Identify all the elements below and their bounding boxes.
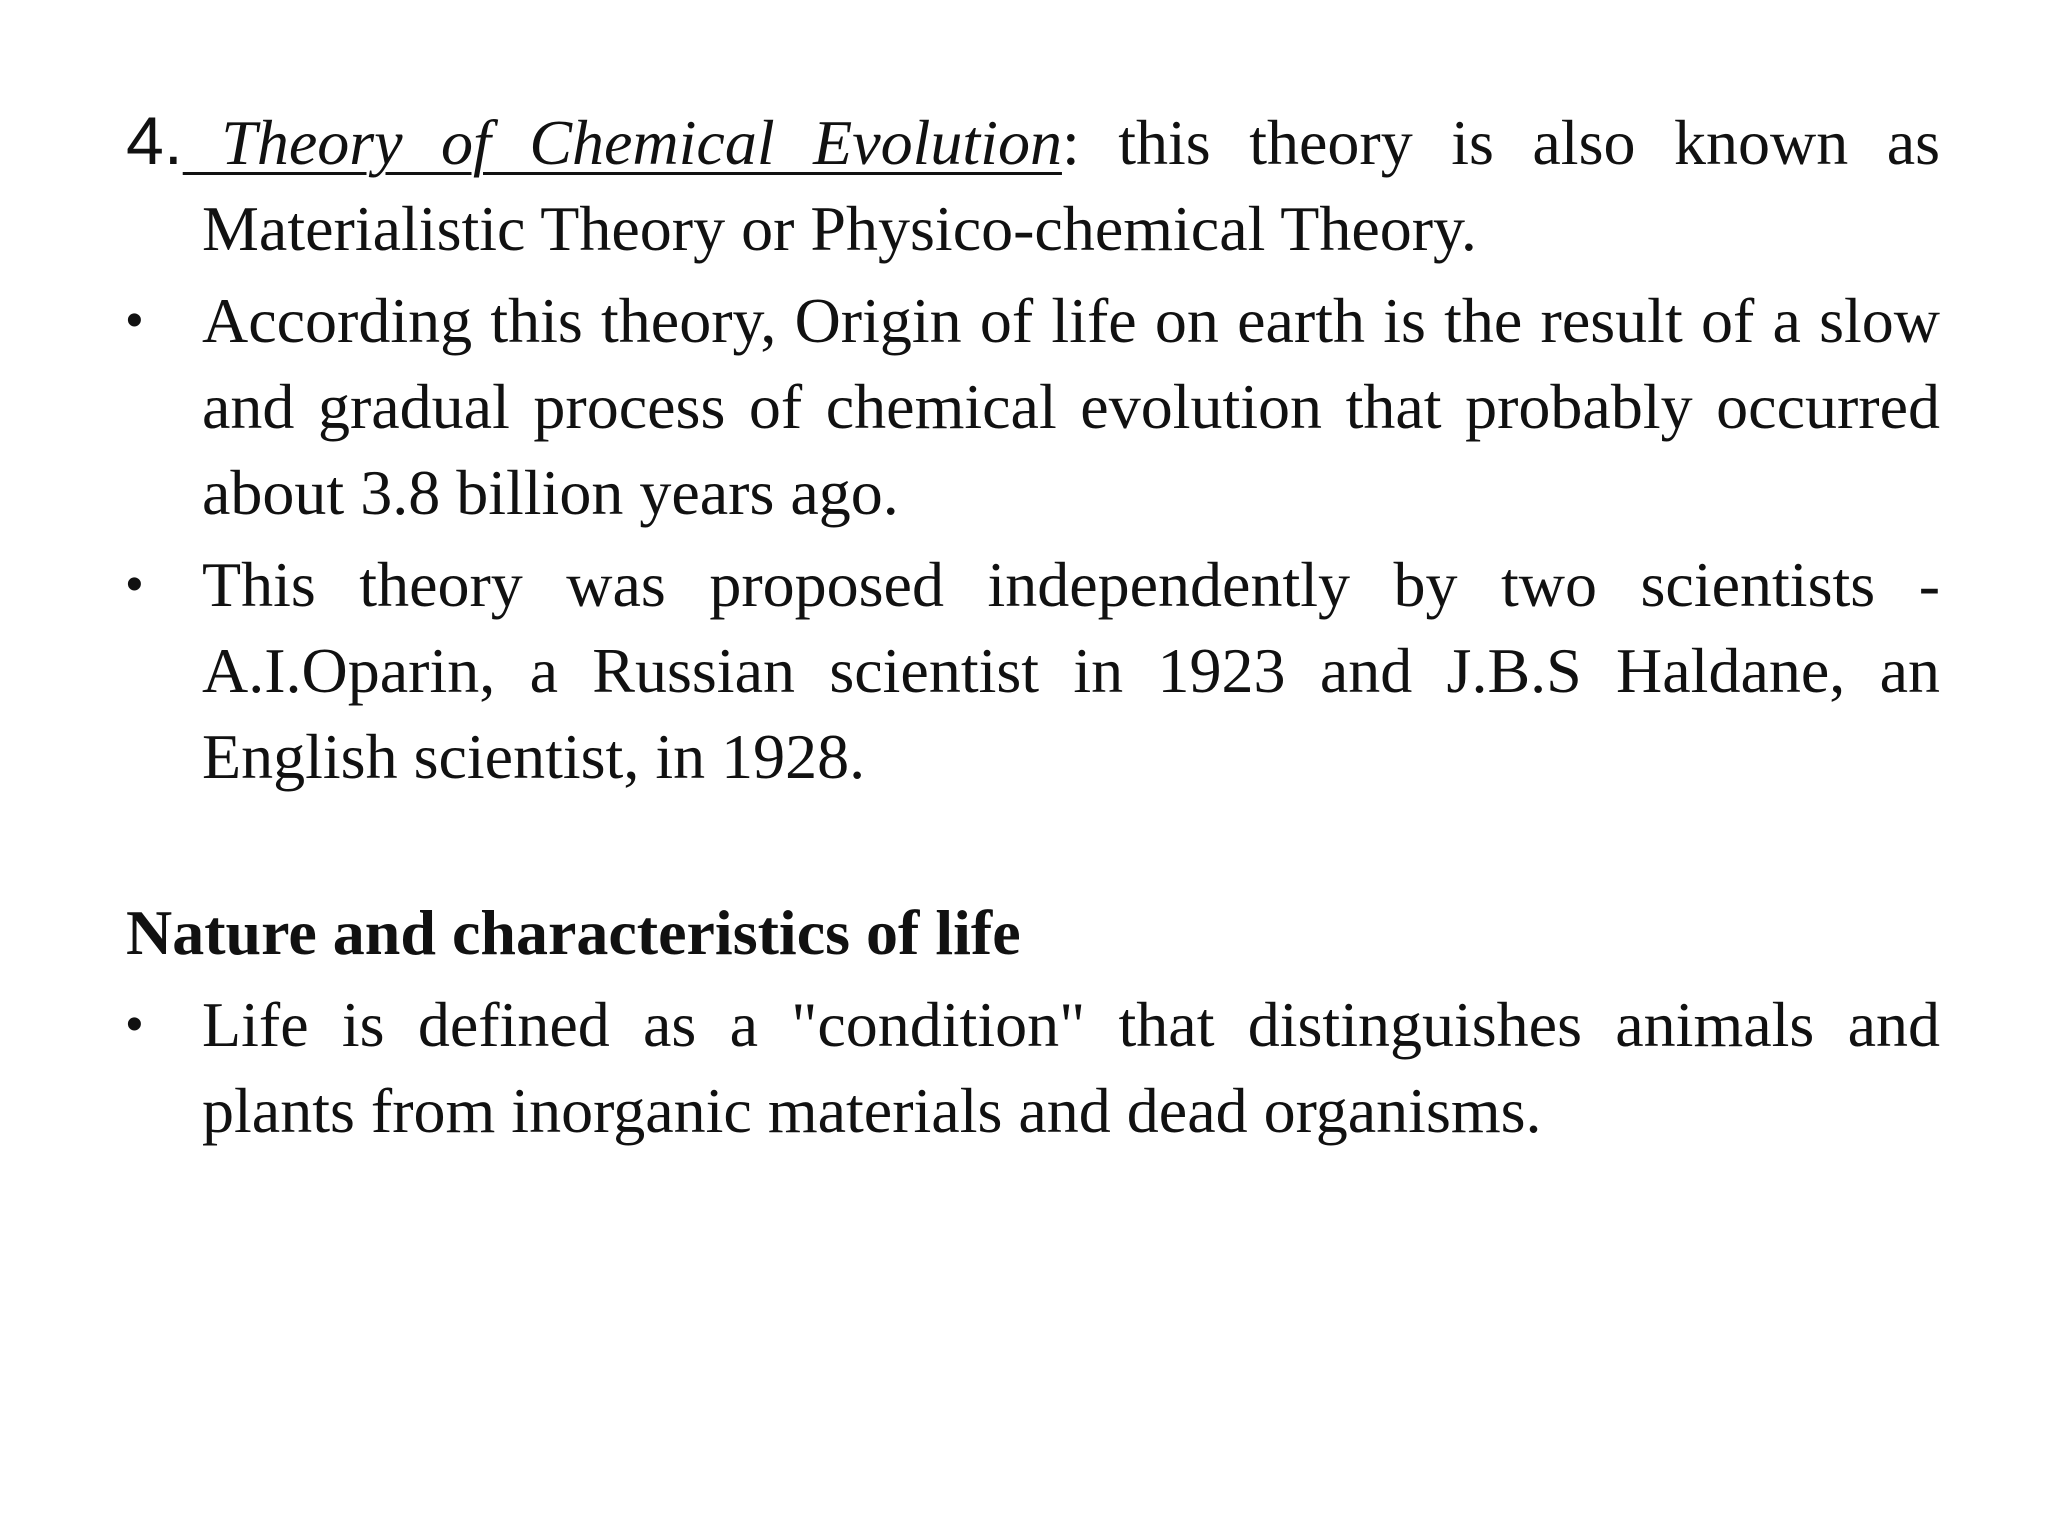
bullet-icon: •: [126, 558, 143, 611]
slide-content: [126, 98, 1940, 1154]
item-4-paragraph: [126, 98, 1940, 272]
bullet-icon: •: [126, 294, 143, 347]
bullet-text: According this theory, Origin of life on earth is the result of a slow and gradual process of chemical evolution that probably occurred about 3.8 billion years ago.: [202, 285, 1940, 528]
item-title: Theory of Chemical Evolution: [182, 107, 1062, 178]
bullet-item: [126, 982, 1940, 1154]
item-number: 4.: [126, 103, 183, 179]
bullet-item: [126, 278, 1940, 536]
bullet-item: [126, 542, 1940, 800]
bullet-text: Life is defined as a "condition" that distinguishes animals and plants from inorganic materials and dead organisms.: [202, 989, 1940, 1146]
item-description: : this theory is also known as Materialistic Theory or Physico-chemical Theory.: [202, 107, 1940, 264]
bullet-icon: •: [126, 998, 143, 1051]
section-heading: Nature and characteristics of life: [126, 897, 1021, 968]
bullet-text: This theory was proposed independently by two scientists - A.I.Oparin, a Russian scientist in 1923 and J.B.S Haldane, an English scientist, in 1928.: [202, 549, 1940, 792]
